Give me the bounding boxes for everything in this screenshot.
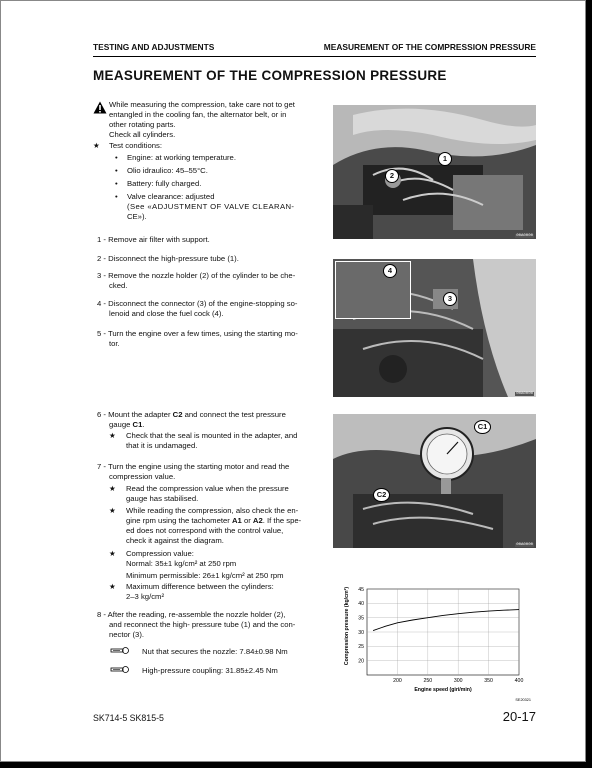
compression-normal: Normal: 35±1 kg/cm² at 250 rpm xyxy=(126,559,237,568)
condition-note: CE»). xyxy=(127,212,147,221)
torque-wrench-icon xyxy=(110,665,130,674)
step-2: 2 - Disconnect the high-pressure tube (1). xyxy=(97,254,239,263)
step-8-cont: and reconnect the high- pressure tube (1) and the con- xyxy=(109,620,296,629)
y-tick-label: 25 xyxy=(358,644,364,651)
y-tick-label: 40 xyxy=(358,601,364,608)
callout-4: 4 xyxy=(383,264,397,278)
header-topic: MEASUREMENT OF THE COMPRESSION PRESSURE xyxy=(323,42,536,52)
chart-ylabel: Compression pressure (kg/cm²) xyxy=(344,586,350,666)
compression-curve-chart xyxy=(340,584,535,702)
x-axis-ticks xyxy=(393,678,523,684)
page-shadow-right xyxy=(586,6,592,768)
y-tick-label: 35 xyxy=(358,615,364,622)
warning-line: Check all cylinders. xyxy=(109,130,176,139)
step-8: 8 - After the reading, re-assemble the nozzle holder (2), xyxy=(97,610,286,619)
condition-item: Battery: fully charged. xyxy=(127,179,202,188)
star-marker: ★ xyxy=(109,484,116,493)
y-axis-ticks xyxy=(358,587,364,665)
step-6-note: Check that the seal is mounted in the adapter, and xyxy=(126,431,298,440)
callout-c2: C2 xyxy=(373,488,390,502)
y-tick-label: 30 xyxy=(358,629,364,636)
torque-nozzle-nut: Nut that secures the nozzle: 7.84±0.98 Nm xyxy=(142,647,288,656)
x-tick-label: 250 xyxy=(423,678,433,684)
torque-wrench-icon xyxy=(110,646,130,655)
x-tick-label: 400 xyxy=(514,678,524,684)
step-7-note: Read the compression value when the pressure xyxy=(126,484,289,493)
step-3: 3 - Remove the nozzle holder (2) of the cylinder to be che- xyxy=(97,271,296,280)
step-4-cont: lenoid and close the fuel cock (4). xyxy=(109,309,224,318)
header-section: TESTING AND ADJUSTMENTS xyxy=(93,42,215,52)
star-marker: ★ xyxy=(109,549,116,558)
inset-photo xyxy=(335,261,411,319)
step-4: 4 - Disconnect the connector (3) of the engine-stopping so- xyxy=(97,299,298,308)
x-tick-label: 200 xyxy=(393,678,402,684)
page-shadow-bottom xyxy=(6,762,592,768)
compression-difference-value: 2–3 kg/cm² xyxy=(126,592,165,601)
condition-item: Valve clearance: adjusted xyxy=(127,192,215,201)
callout-3: 3 xyxy=(443,292,457,306)
star-marker: ★ xyxy=(109,506,116,515)
warning-line: other rotating parts. xyxy=(109,120,176,129)
engine-photo-1 xyxy=(333,105,536,239)
callout-2: 2 xyxy=(385,169,399,183)
engine-photo-2 xyxy=(333,259,536,397)
footer-model: SK714-5 SK815-5 xyxy=(93,713,164,723)
warning-triangle-icon xyxy=(93,101,107,114)
footer-page-number: 20-17 xyxy=(502,709,536,724)
step-5-cont: tor. xyxy=(109,339,120,348)
step-7: 7 - Turn the engine using the starting motor and read the xyxy=(97,462,290,471)
star-marker: ★ xyxy=(109,582,116,591)
step-7-note: While reading the compression, also check the en- xyxy=(126,506,299,515)
figure-tag: 00A0000 xyxy=(516,392,533,396)
figure-tag: 00A0000 xyxy=(516,234,533,238)
bullet: • xyxy=(115,153,118,162)
star-marker: ★ xyxy=(93,141,100,150)
y-tick-label: 45 xyxy=(358,586,364,593)
step-7-cont: compression value. xyxy=(109,472,176,481)
step-7-note: check it against the diagram. xyxy=(126,536,224,545)
step-7-note: ed does not correspond with the control value, xyxy=(126,526,284,535)
compression-difference: Maximum difference between the cylinders: xyxy=(126,582,274,591)
running-header xyxy=(93,42,536,56)
step-6-cont: gauge C1. xyxy=(109,420,145,429)
callout-c1: C1 xyxy=(474,420,491,434)
callout-1: 1 xyxy=(438,152,452,166)
step-6-note: that it is undamaged. xyxy=(126,441,198,450)
condition-item: Olio idraulico: 45–55°C. xyxy=(127,166,208,175)
chart-xlabel: Engine speed (giri/min) xyxy=(414,687,472,693)
condition-note: (See «ADJUSTMENT OF VALVE CLEARAN- xyxy=(127,202,295,211)
step-7-note: gine rpm using the tachometer A1 or A2. If the spe- xyxy=(126,516,302,525)
step-8-cont: nector (3). xyxy=(109,630,145,639)
compression-minimum: Minimum permissible: 26±1 kg/cm² at 250 rpm xyxy=(126,571,284,580)
step-6: 6 - Mount the adapter C2 and connect the test pressure xyxy=(97,410,286,419)
header-rule xyxy=(93,56,536,57)
warning-line: entangled in the cooling fan, the alternator belt, or in xyxy=(109,110,287,119)
step-3-cont: cked. xyxy=(109,281,128,290)
star-marker: ★ xyxy=(109,431,116,440)
x-tick-label: 300 xyxy=(453,678,463,684)
torque-high-pressure-coupling: High-pressure coupling: 31.85±2.45 Nm xyxy=(142,666,278,675)
bullet: • xyxy=(115,179,118,188)
step-7-note: gauge has stabilised. xyxy=(126,494,199,503)
compression-curve xyxy=(373,610,519,631)
warning-line: While measuring the compression, take care not to get xyxy=(109,100,295,109)
condition-item: Engine: at working temperature. xyxy=(127,153,236,162)
engine-photo-3 xyxy=(333,414,536,548)
step-1: 1 - Remove air filter with support. xyxy=(97,235,210,244)
page-title: MEASUREMENT OF THE COMPRESSION PRESSURE xyxy=(93,68,447,83)
y-tick-label: 20 xyxy=(358,658,364,665)
gridlines xyxy=(367,589,519,675)
step-5: 5 - Turn the engine over a few times, using the starting mo- xyxy=(97,329,298,338)
compression-heading: Compression value: xyxy=(126,549,194,558)
conditions-heading: Test conditions: xyxy=(109,141,162,150)
x-tick-label: 350 xyxy=(484,678,493,684)
chart-figure-id: SE20321 xyxy=(515,698,531,702)
bullet: • xyxy=(115,166,118,175)
bullet: • xyxy=(115,192,118,201)
figure-tag: 00A0000 xyxy=(516,543,533,547)
